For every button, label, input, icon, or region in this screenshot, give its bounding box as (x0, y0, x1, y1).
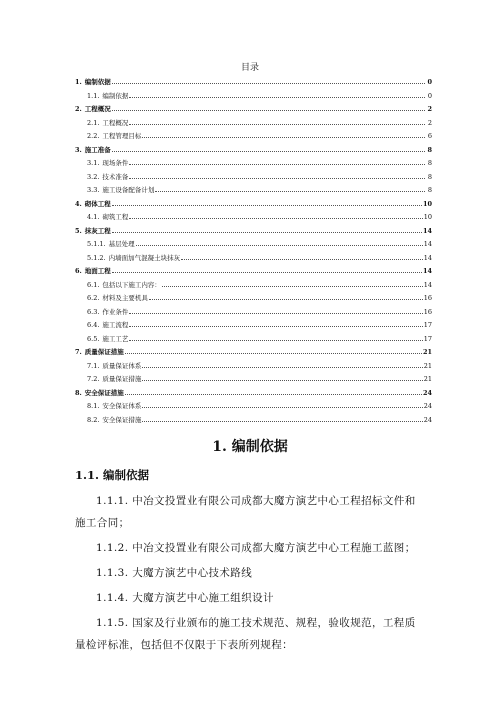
toc-entry[interactable] (75, 290, 432, 304)
toc-entry-title: 编制依据 (102, 91, 129, 100)
toc-entry-title: 工程概况 (84, 105, 111, 113)
toc-dot-leader (162, 277, 423, 287)
toc-dot-leader (142, 128, 425, 138)
toc-dot-leader (112, 142, 425, 152)
toc-entry-page: 14 (422, 267, 432, 275)
toc-entry-number: 1.1. (87, 91, 100, 100)
toc-entry-title: 内墙面加气混凝土块抹灰 (108, 253, 181, 262)
toc-entry[interactable] (75, 250, 432, 264)
toc-entry-title: 作业条件 (102, 307, 129, 316)
toc-entry-page: 14 (423, 280, 432, 289)
toc-entry-page: 0 (427, 91, 432, 100)
toc-entry-number: 6.5. (87, 334, 100, 343)
toc-entry-page: 21 (423, 375, 432, 383)
toc-entry-title: 地面工程 (84, 267, 111, 275)
toc-entry[interactable] (75, 236, 432, 250)
toc-entry-title: 安全保证体系 (102, 402, 142, 410)
toc-entry[interactable] (75, 331, 432, 345)
toc-entry-page: 21 (422, 348, 432, 356)
toc-entry[interactable] (75, 169, 432, 183)
toc-entry-number: 7.2. (87, 375, 100, 383)
toc-entry[interactable] (75, 115, 432, 129)
toc-dot-leader (129, 317, 422, 327)
toc-entry-title: 工程管理目标 (102, 132, 142, 140)
toc-dot-leader (155, 182, 425, 192)
toc-entry-title: 编制依据 (84, 78, 111, 86)
toc-entry-title: 砌筑工程 (102, 213, 129, 221)
toc-entry-page: 14 (423, 240, 432, 248)
toc-entry[interactable] (75, 128, 432, 142)
toc-entry-title: 材料及主要机具 (102, 294, 148, 302)
toc-entry[interactable] (75, 277, 432, 291)
toc-entry[interactable] (75, 385, 432, 399)
toc-entry[interactable] (75, 412, 432, 426)
toc-dot-leader (112, 263, 422, 273)
toc-entry-title: 基层处理 (108, 240, 135, 248)
toc-entry-number: 6.4. (87, 321, 100, 329)
toc-entry-page: 10 (422, 199, 432, 208)
toc-entry-title: 施工设备配备计划 (102, 186, 155, 194)
toc-entry[interactable] (75, 304, 432, 318)
toc-entry-page: 24 (423, 415, 432, 424)
toc-entry-page: 8 (427, 159, 432, 167)
toc-entry-number: 7. (75, 348, 82, 356)
toc-entry-page: 24 (422, 388, 432, 397)
toc-entry-page: 21 (423, 361, 432, 370)
toc-dot-leader (129, 304, 422, 314)
toc-dot-leader (129, 115, 425, 125)
toc-entry-number: 4.1. (87, 213, 100, 221)
toc-entry-title: 技术准备 (102, 172, 129, 181)
toc-entry-title: 质量保证措施 (84, 348, 124, 356)
toc-entry-title: 安全保证措施 (84, 388, 124, 397)
toc-entry[interactable] (75, 223, 432, 237)
toc-entry[interactable] (75, 74, 432, 88)
toc-entry-number: 3.3. (87, 186, 100, 194)
paragraph: 1.1.3. 大魔方演艺中心技术路线 (96, 567, 253, 579)
toc-entry-title: 质量保证体系 (102, 361, 142, 370)
toc-entry-page: 10 (423, 213, 432, 221)
toc-dot-leader (142, 358, 422, 368)
toc-entry-title: 施工工艺 (102, 334, 129, 343)
toc-entry-title: 施工准备 (84, 145, 111, 154)
toc-entry-page: 8 (427, 186, 432, 194)
toc-title: 目录 (240, 63, 259, 73)
toc-entry-page: 14 (422, 226, 432, 235)
toc-entry-number: 8.1. (87, 402, 100, 410)
toc-entry[interactable] (75, 398, 432, 412)
toc-entry-title: 安全保证措施 (102, 415, 142, 424)
toc-entry[interactable] (75, 101, 432, 115)
toc-entry-number: 5. (75, 226, 82, 235)
toc-entry-page: 17 (423, 321, 432, 329)
subsection-heading: 1.1. 编制依据 (75, 468, 150, 482)
toc-entry-number: 2.1. (87, 118, 100, 127)
toc-dot-leader (136, 236, 423, 246)
toc-entry-number: 6. (75, 267, 82, 275)
toc-entry-page: 16 (423, 307, 432, 316)
toc-entry-number: 1. (75, 78, 82, 86)
toc-entry-page: 14 (423, 253, 432, 262)
paragraph: 1.1.5. 国家及行业颁布的施工技术规范、规程，验收规范，工程质量检评标准，包括但不仅限于下表所列规程： (75, 617, 416, 651)
toc-entry-number: 3. (75, 145, 82, 154)
toc-entry[interactable] (75, 142, 432, 156)
toc-entry-number: 2.2. (87, 132, 100, 140)
toc-entry-number: 3.1. (87, 159, 100, 167)
toc-dot-leader (125, 344, 422, 354)
toc-entry[interactable] (75, 88, 432, 102)
toc-entry-page: 6 (427, 132, 432, 140)
toc-entry-number: 6.1. (87, 280, 100, 289)
toc-entry-number: 4. (75, 199, 82, 208)
toc-entry[interactable] (75, 196, 432, 210)
paragraph: 1.1.1. 中冶文投置业有限公司成都大魔方演艺中心工程招标文件和施工合同； (75, 495, 416, 529)
paragraph: 1.1.2. 中冶文投置业有限公司成都大魔方演艺中心工程施工蓝图； (96, 542, 416, 554)
toc-entry-number: 3.2. (87, 172, 100, 181)
toc-dot-leader (142, 398, 422, 408)
toc-entry-number: 5.1.1. (87, 240, 106, 248)
toc-entry-title: 砌体工程 (84, 199, 111, 208)
toc-dot-leader (112, 74, 425, 84)
toc-entry-page: 8 (427, 145, 432, 154)
toc-dot-leader (112, 223, 422, 233)
toc-entry-title: 抹灰工程 (84, 226, 111, 235)
toc-entry[interactable] (75, 371, 432, 385)
toc-entry[interactable] (75, 344, 432, 358)
toc-entry-title: 现场条件 (102, 159, 129, 167)
toc-entry-page: 24 (423, 402, 432, 410)
toc-entry-title: 质量保证措施 (102, 375, 142, 383)
toc-dot-leader (142, 412, 422, 422)
toc-dot-leader (112, 101, 425, 111)
toc-dot-leader (129, 331, 422, 341)
toc-entry-number: 8. (75, 388, 82, 397)
table-of-contents (75, 74, 432, 425)
toc-entry-number: 8.2. (87, 415, 100, 424)
section-heading: 1. 编制依据 (212, 439, 288, 455)
toc-dot-leader (125, 385, 422, 395)
toc-entry[interactable] (75, 209, 432, 223)
toc-dot-leader (112, 196, 422, 206)
toc-entry-page: 16 (423, 294, 432, 302)
toc-entry-number: 2. (75, 105, 82, 113)
toc-entry-page: 0 (427, 78, 432, 86)
body-text (75, 490, 425, 659)
toc-entry[interactable] (75, 263, 432, 277)
toc-entry-page: 17 (423, 334, 432, 343)
toc-entry-title: 工程概况 (102, 118, 129, 127)
toc-entry[interactable] (75, 155, 432, 169)
toc-entry-number: 6.3. (87, 307, 100, 316)
toc-entry[interactable] (75, 317, 432, 331)
toc-entry-page: 8 (427, 172, 432, 181)
toc-entry-title: 施工流程 (102, 321, 129, 329)
toc-entry-number: 5.1.2. (87, 253, 106, 262)
toc-dot-leader (129, 169, 425, 179)
toc-entry-page: 2 (427, 105, 432, 113)
toc-entry-number: 7.1. (87, 361, 100, 370)
toc-dot-leader (142, 371, 422, 381)
toc-entry-page: 2 (427, 118, 432, 127)
toc-entry[interactable] (75, 358, 432, 372)
toc-dot-leader (149, 290, 423, 300)
toc-dot-leader (129, 209, 422, 219)
toc-dot-leader (181, 250, 423, 260)
toc-dot-leader (129, 88, 425, 98)
toc-dot-leader (129, 155, 425, 165)
paragraph: 1.1.4. 大魔方演艺中心施工组织设计 (96, 592, 274, 604)
toc-entry[interactable] (75, 182, 432, 196)
toc-entry-title: 包括以下施工内容： (102, 280, 161, 289)
toc-entry-number: 6.2. (87, 294, 100, 302)
